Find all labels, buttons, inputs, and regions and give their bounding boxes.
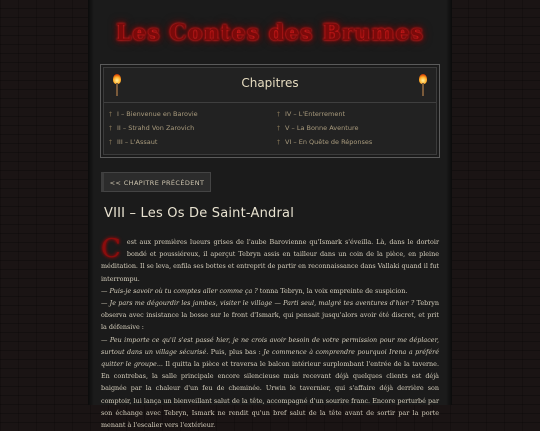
chapter-link-4[interactable]: † IV – L'Enterrement (277, 110, 346, 118)
chapter-link-5[interactable]: † V – La Bonne Aventure (277, 124, 359, 132)
chapter-link-3[interactable]: † III – L'Assaut (109, 138, 158, 146)
chapter-link-6[interactable]: † VI – En Quête de Réponses (277, 138, 373, 146)
chapter-link-2[interactable]: † II – Strahd Von Zarovich (109, 124, 195, 132)
chapters-menu (100, 64, 440, 158)
dagger-icon: † (277, 139, 280, 146)
chapter-link-1[interactable]: † I – Bienvenue en Barovie (109, 110, 198, 118)
dagger-icon: † (277, 125, 280, 132)
chapter-title: VIII – Les Os De Saint-Andral (104, 206, 295, 221)
story-paragraph: — Peu importe ce qu'il s'est passé hier, je ne crois avoir besoin de votre permission pour me déplacer, surtout dans un village sécurisé. Puis, plus bas : Je commence à comprendre pourquoi Irena a préféré quitter le groupe... Il quitta la pièce et traversa le balcon intérieur surplombant l'entrée de la taverne. En contrebas, la salle principale encore silencieuse mais recevant déjà quelques clients est déjà baignée par la chaleur d'un feu de cheminée. Urwin le tavernier, qui s'affaire déjà derrière son comptoir, lui lança un bienveillant salut de la tête, accompagné d'un sourire franc. Encore perturbé par son échange avec Tebryn, Ismark ne rendit qu'un bref salut de la tête avant de sortir par la porte menant à l'escalier vers l'extérieur. (101, 335, 440, 430)
story-paragraph: — Puis-je savoir où tu comptes aller comme ça ? tonna Tebryn, la voix empreinte de suspicion. (101, 286, 408, 295)
previous-chapter-button[interactable]: << CHAPITRE PRÉCÉDENT (101, 172, 211, 192)
story-text (101, 236, 439, 431)
chapter-list-left (109, 107, 198, 149)
torch-icon (418, 74, 428, 96)
drop-cap: C (101, 234, 121, 264)
dagger-icon: † (109, 111, 112, 118)
chapter-list-right (277, 107, 372, 149)
site-title[interactable]: Les Contes des Brumes (115, 20, 425, 46)
dagger-icon: † (277, 111, 280, 118)
story-paragraph: — Je pars me dégourdir les jambes, visiter le village — Parti seul, malgré tes aventures d'hier ? Tebryn observa avec insistance la bosse sur le front d'Ismark, qui pensait jusqu'alors avoir été discret, et prit la défensive : (101, 299, 439, 332)
chapters-title: Chapitres (241, 76, 299, 90)
dagger-icon: † (109, 139, 112, 146)
story-paragraph: Cest aux premières lueurs grises de l'aube Barovienne qu'Ismark s'éveilla. Là, dans le dortoir bondé et poussiéreux, il aperçut Tebryn assis en tailleur dans un coin de la pièce, en pleine méditation. Il se leva, enfila ses bottes et entreprit de partir en reconnaissance dans Vallaki quand il fut interrompu. (101, 234, 439, 283)
dagger-icon: † (109, 125, 112, 132)
chapters-header (104, 68, 436, 103)
